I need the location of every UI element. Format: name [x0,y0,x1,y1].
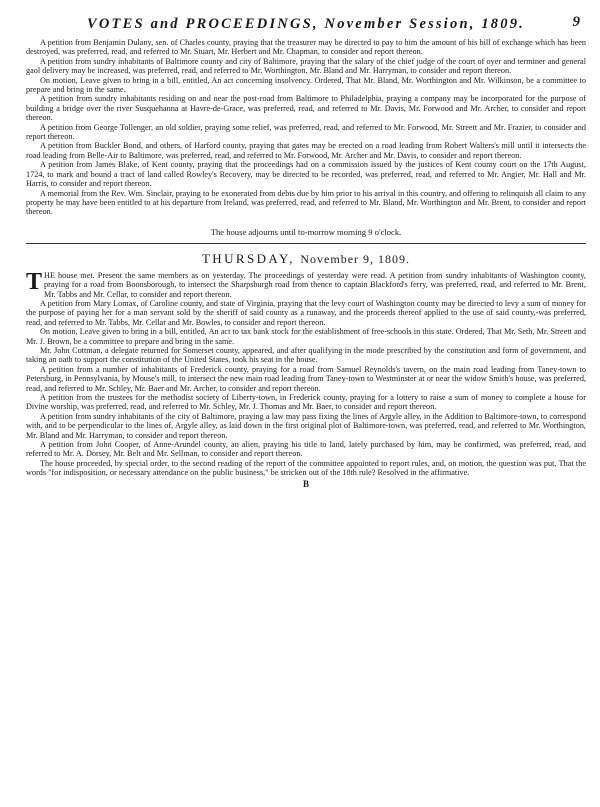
opening-paragraph [26,268,586,299]
opening-paragraph-text: HE house met. Present the same members as on yesterday. The proceedings of yesterday were read. A petition from sundry inhabitants of Washington county, praying for a road from Boonsborough, to intersect the Sharpsburgh road from thence to captain Blackford's ferry, was preferred, read, and referred to Mr. Brent, Mr. Tabbs and Mr. Cellar, to consider and report thereon. [44,270,586,299]
paragraph: A petition from Benjamin Dulany, sen. of Charles county, praying that the treasurer may be directed to pay to him the amount of his bill of exchange which has been destroyed, was preferred, read, and referred to Mr. Stuart, Mr. Herbert and Mr. Chapman, to consider and report thereon. [26,38,586,57]
paragraph: A petition from sundry inhabitants of the city of Baltimore, praying a law may pass fixing the lines of Argyle alley, in the Addition to Baltimore-town, to correspond with, and to be perpendicular to the lines of, Argyle alley, as laid down in the first original plot of Baltimore-town, was preferred, read, and referred to Mr. Worthington, Mr. Bland and Mr. Harryman, to consider and report thereon. [26,411,586,440]
day-heading-weekday: THURSDAY, [201,250,295,266]
page-number: 9 [572,14,580,30]
paragraph: A petition from Buckler Bond, and others, of Harford county, praying that gates may be erected on a road leading from Robert Walters's mill until it intersects the road leading from Belle-Air to Baltimore, was preferred, read, and referred to Mr. Forwood, Mr. Archer and Mr. Davis, to consider and report thereon. [26,141,586,160]
day-heading-date: November 9, 1809. [300,251,411,266]
paragraph: A petition from the trustees for the methodist society of Liberty-town, in Frederick county, praying for a lottery to raise a sum of money to complete a house for Divine worship, was preferred, read, and referred to Mr. Schley, Mr. J. Thomas and Mr. Baer, to consider and report thereon. [26,393,586,412]
running-title: VOTES and PROCEEDINGS, November Session, 1809. [87,16,525,32]
paragraph: A petition from a number of inhabitants of Frederick county, praying for a road from Samuel Reynolds's tavern, on the main road leading from Taney-town to Petersburg, in Pennsylvania, by Mouse's mill, to intersect the new main road leading from Taney-town to Westminster at or near the widow Smith's house, was preferred, read, and referred to Mr. Schley, Mr. Baer and Mr. Archer, to consider and report thereon. [26,364,586,393]
paragraph: A petition from George Tollenger, an old soldier, praying some relief, was preferred, read, and referred to Mr. Forwood, Mr. Streett and Mr. Frazier, to consider and report thereon. [26,122,586,142]
paragraph: Mr. John Cottman, a delegate returned for Somerset county, appeared, and after qualifying in the mode prescribed by the constitution and form of government, and taking an oath to support the constitution of the United States, took his seat in the house. [26,345,586,365]
paragraph: The house proceeded, by special order, to the second reading of the report of the committee appointed to report rules, and, on motion, the question was put, That the words "for indisposition, or necessary attendance on the public business," be stricken out of the 18th rule? Resolved in the affirmative. [26,458,586,478]
drop-cap: T [26,268,43,295]
session-two-body [26,268,586,489]
paragraph: A petition from sundry inhabitants of Baltimore county and city of Baltimore, praying that the salary of the chief judge of the court of oyer and terminer and general gaol delivery may be increased, was preferred, read, and referred to Mr. Worthington, Mr. Bland and Mr. Harryman, to consider and report thereon. [26,56,586,76]
paragraph: A memorial from the Rev. Wm. Sinclair, praying to be exonerated from debts due by him prior to his arrival in this country, and offering to relinquish all claim to any property he may have been entitled to at his departure from Ireland, was preferred, read, and referred to Mr. Bland, Mr. Worthington and Mr. Brent, to consider and report thereon. [26,188,586,217]
session-one-body [26,38,586,237]
signature-mark: B [302,478,309,489]
page-header [26,8,586,38]
paragraph: A petition from James Blake, of Kent county, praying that the proceedings had on a commission issued by the justices of Kent county court on the 17th August, 1724, to mark and bound a tract of land called Rowley's Recovery, may be directed to be recorded, was preferred, read, and referred to Mr. Angier, Mr. Hall and Mr. Harris, to consider and report thereon. [26,160,586,189]
paragraph: A petition from John Cooper, of Anne-Arundel county, an alien, praying his title to land, lately purchased by him, may be confirmed, was preferred, read, and referred to Mr. A. Dorsey, Mr. Belt and Mr. Sellman, to consider and report thereon. [26,440,586,459]
paragraph: On motion, Leave given to bring in a bill, entitled, An act to tax bank stock for the establishment of free-schools in this state. Ordered, That Mr. Seth, Mr. Streett and Mr. J. Brown, be a committee to prepare and bring in the same. [26,327,586,346]
paragraph: A petition from Mary Lomax, of Caroline county, and state of Virginia, praying that the levy court of Washington county may be directed to levy a sum of money for the purpose of paying her for a man servant sold by the sheriff of said county as a runaway, and the proceeds thereof applied to the use of said county,-was preferred, read, and referred to Mr. Tabbs, Mr. Cellar and Mr. Bowles, to consider and report thereon. [26,298,586,327]
section-divider [26,243,586,244]
paragraph: On motion, Leave given to bring in a bill, entitled, An act concerning insolvency. Ordered, That Mr. Bland, Mr. Worthington and Mr. Wilkinson, be a committee to prepare and bring in the same. [26,75,586,95]
day-heading [26,251,586,267]
paragraph: A petition from sundry inhabitants residing on and near the post-road from Baltimore to Philadelphia, praying a company may be incorporated for the purpose of building a bridge over the river Susquehanna at Havre-de-Grace, was preferred, read, and referred to Mr. Davis, Mr. Forwood and Mr. Archer, to consider and report thereon. [26,94,586,123]
adjournment-note: The house adjourns until to-morrow morning 9 o'clock. [210,226,402,237]
